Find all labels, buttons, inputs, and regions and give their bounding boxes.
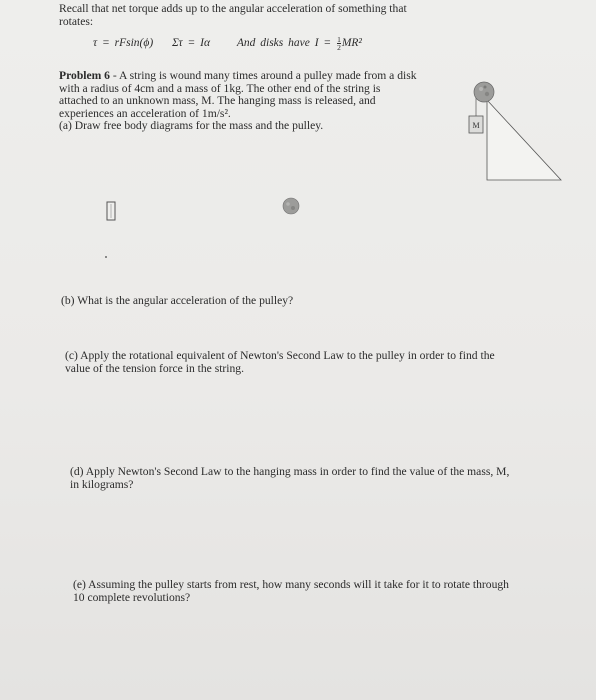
torque-formula: τ = rFsin(ϕ) — [93, 37, 154, 50]
disk-inertia-lhs: I = — [314, 37, 337, 50]
question-e-line-2: 10 complete revolutions? — [73, 591, 191, 604]
ramp-triangle — [487, 100, 561, 180]
question-c-line-2: value of the tension force in the string. — [65, 362, 245, 375]
net-torque-formula: Στ = Iα — [172, 37, 210, 50]
question-d-line-2: in kilograms? — [70, 478, 134, 491]
pulley-sketch-icon — [282, 197, 300, 215]
fraction-numerator: 1 — [337, 35, 341, 44]
mass-sketch-icon — [106, 201, 116, 221]
problem-line-4: experiences an acceleration of 1m/s². — [59, 106, 231, 120]
question-b: (b) What is the angular acceleration of the pulley? — [61, 294, 294, 307]
problem-statement — [59, 70, 417, 133]
question-c-line-1: (c) Apply the rotational equivalent of Newton's Second Law to the pulley in order to find the — [65, 349, 495, 362]
hanging-mass-label: M — [472, 121, 480, 130]
disk-inertia-fraction — [337, 36, 341, 51]
part-a-text: (a) Draw free body diagrams for the mass and the pulley. — [59, 119, 324, 133]
formula-row — [93, 36, 362, 51]
question-e — [73, 578, 509, 604]
disk-prefix: And disks have — [236, 37, 310, 50]
problem-line-1-text: - A string is wound many times around a pulley made from a disk — [109, 69, 417, 82]
question-d-line-1: (d) Apply Newton's Second Law to the hanging mass in order to find the value of the mass, M, — [70, 465, 510, 478]
fraction-denominator: 2 — [337, 43, 341, 52]
intro-text — [59, 2, 407, 28]
problem-line-2: with a radius of 4cm and a mass of 1kg. The other end of the string is — [59, 81, 381, 95]
question-d — [70, 465, 509, 491]
problem-heading: Problem 6 — [59, 69, 110, 82]
problem-line-1 — [59, 70, 417, 83]
problem-line-3: attached to an unknown mass, M. The hanging mass is released, and — [59, 94, 376, 108]
pulley-ramp-figure — [465, 78, 565, 182]
disk-inertia-rhs: MR² — [341, 37, 362, 50]
pencil-dot — [105, 256, 107, 258]
pulley-wheel-icon — [474, 82, 494, 102]
question-e-line-1: (e) Assuming the pulley starts from rest, how many seconds will it take for it to rotate through — [73, 578, 509, 591]
intro-line-2: rotates: — [59, 15, 94, 28]
question-c — [65, 349, 495, 375]
intro-line-1: Recall that net torque adds up to the angular acceleration of something that — [59, 2, 407, 15]
